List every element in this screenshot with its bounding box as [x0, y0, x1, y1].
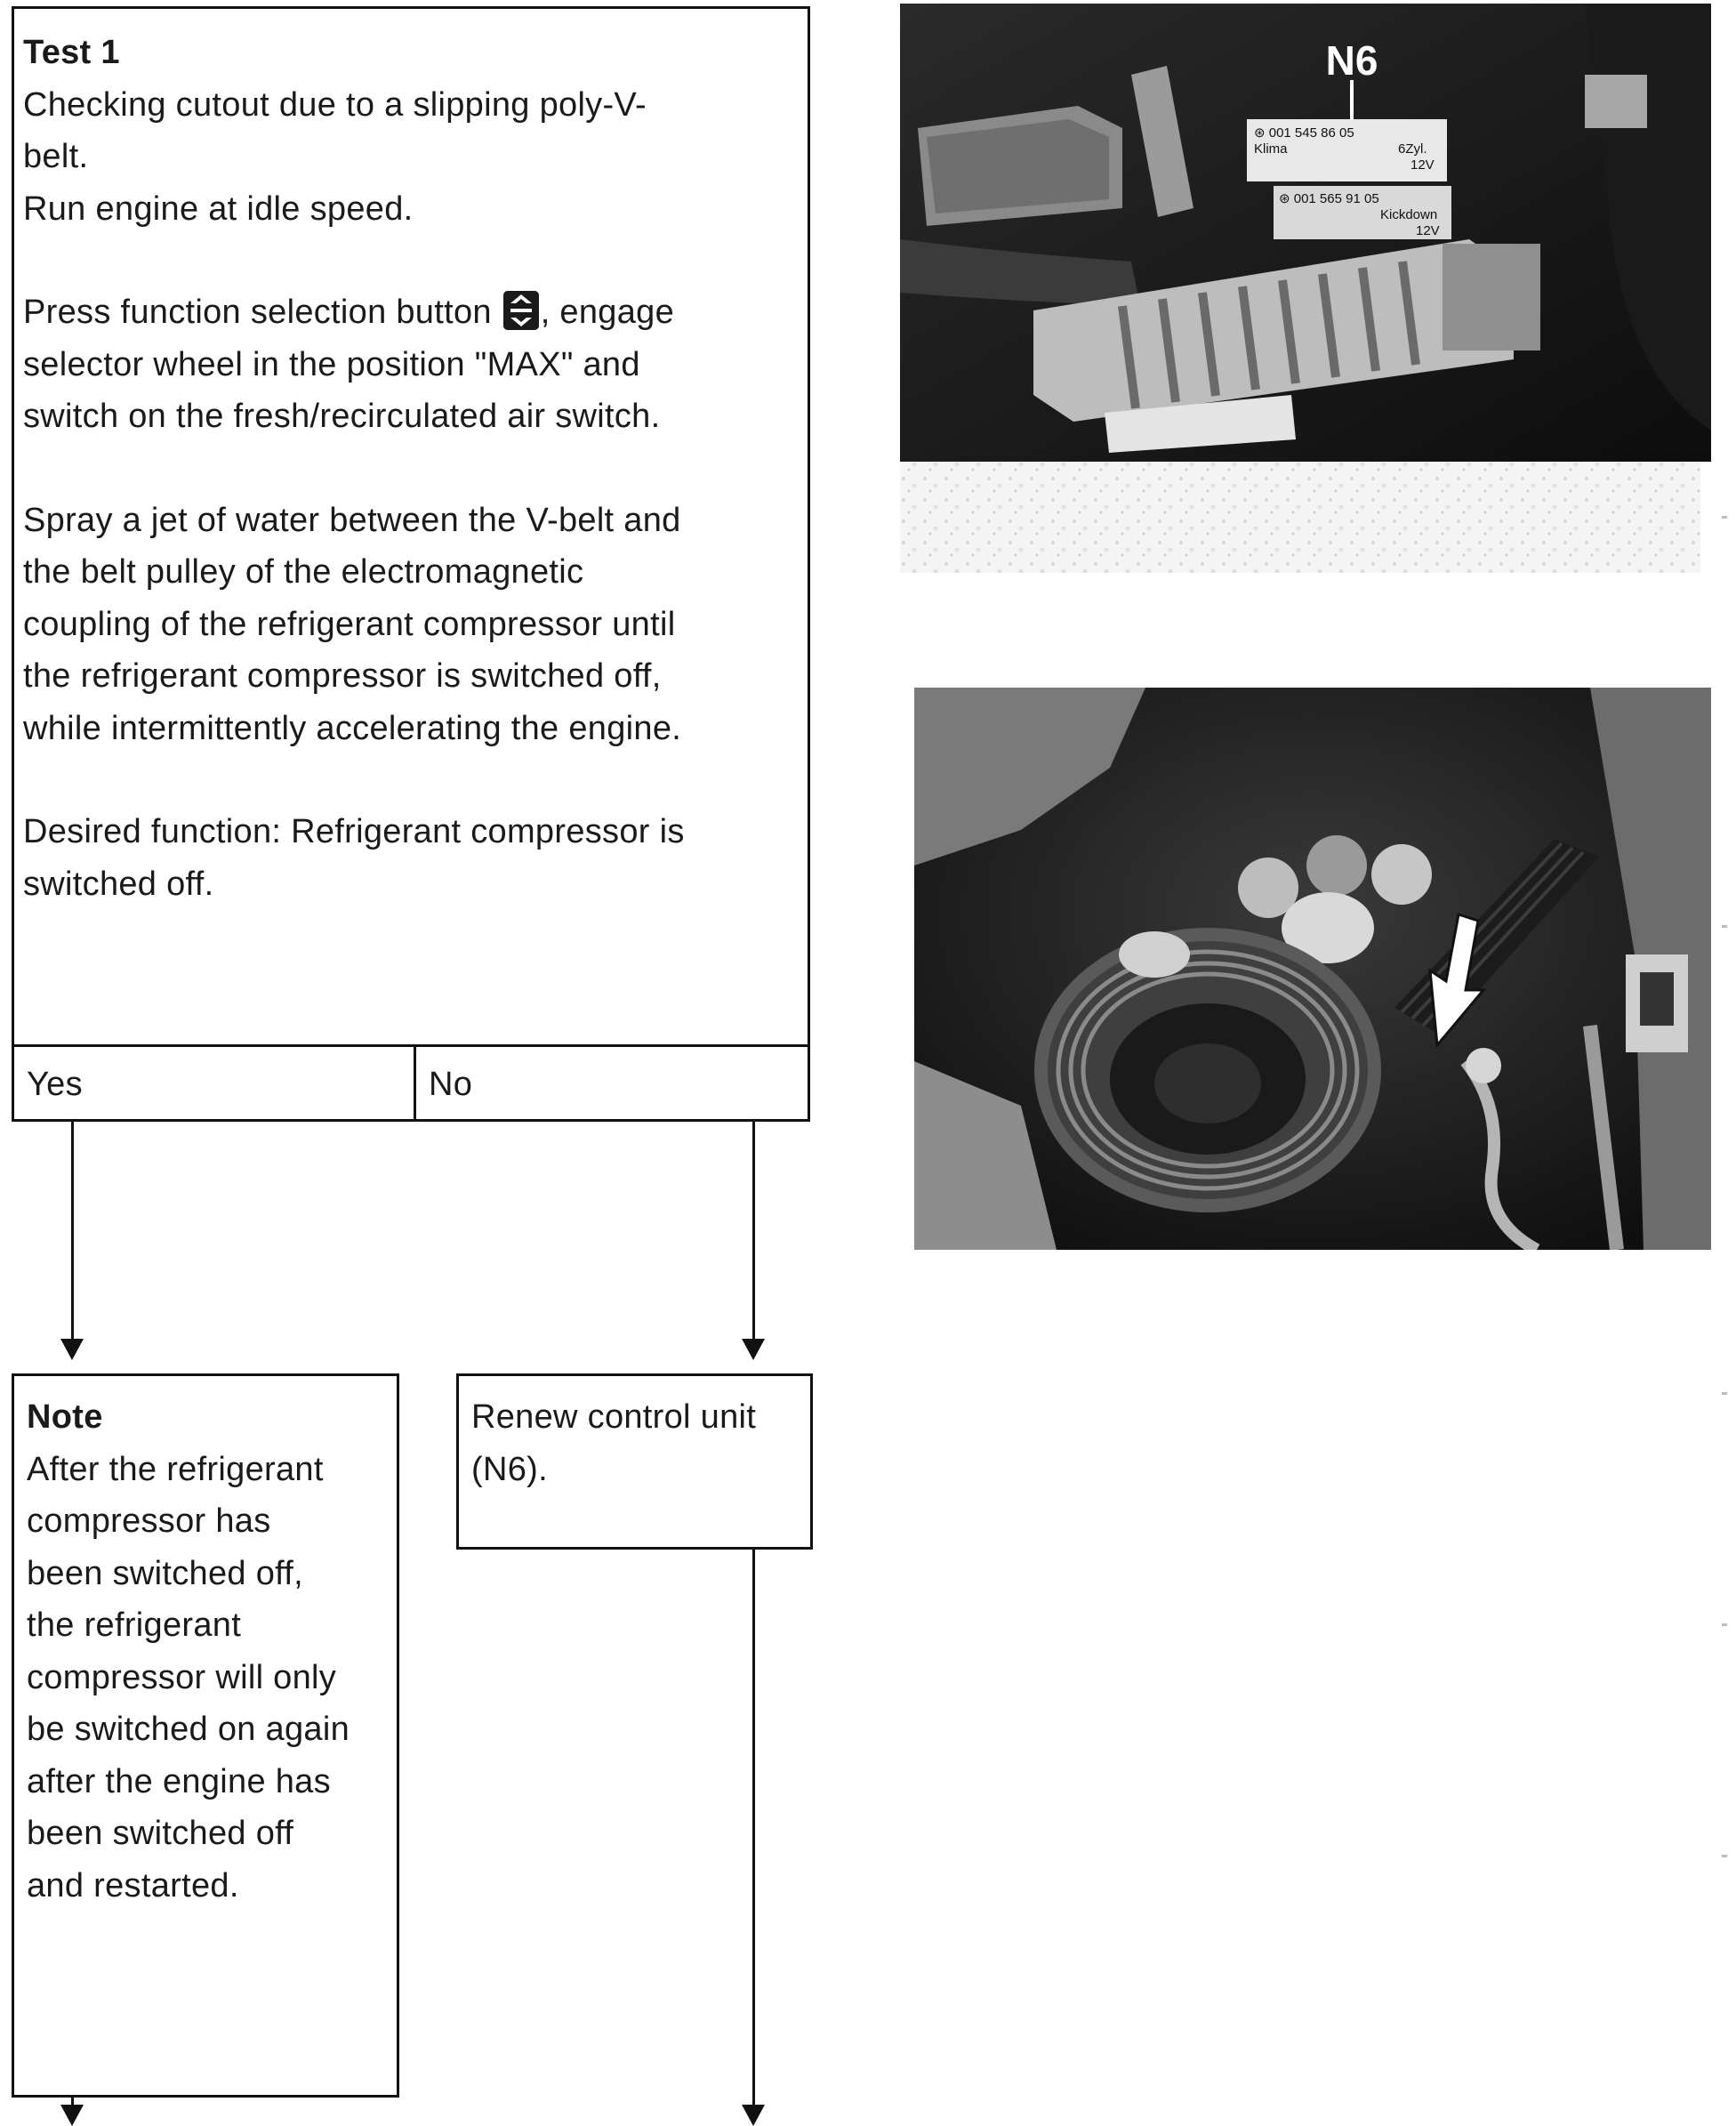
test-text-line: coupling of the refrigerant compressor until	[23, 605, 676, 643]
photo-control-unit-n6	[900, 4, 1711, 573]
label-kickdown: Kickdown	[1380, 207, 1438, 222]
note-line: been switched off	[27, 1815, 294, 1852]
label-part-number-2: ⊛ 001 565 91 05	[1279, 191, 1379, 206]
function-selection-button-icon	[503, 291, 539, 330]
flow-line-renew-exit	[752, 1550, 755, 2110]
renew-box-text	[471, 1391, 809, 1495]
flow-line-no	[752, 1122, 755, 1344]
test-text-line: Press function selection button , engage	[23, 286, 806, 339]
note-line: after the engine has	[27, 1762, 331, 1800]
answer-no-cell[interactable]	[414, 1044, 810, 1122]
test-text-line: the belt pulley of the electromagnetic	[23, 553, 584, 591]
flow-arrow-no	[742, 1339, 765, 1360]
margin-tick	[1722, 516, 1727, 519]
test-heading: Test 1	[23, 34, 120, 71]
photo-compressor-pulley	[914, 688, 1711, 1250]
note-line: and restarted.	[27, 1866, 239, 1905]
test-text-line: the refrigerant compressor is switched off,	[23, 657, 662, 695]
note-line: compressor will only	[27, 1658, 337, 1696]
test-text-line: Spray a jet of water between the V-belt and	[23, 501, 681, 539]
test-text-line: switch on the fresh/recirculated air switch.	[23, 398, 661, 435]
note-line: been switched off,	[27, 1554, 304, 1592]
renew-line: (N6).	[471, 1450, 548, 1488]
margin-tick	[1722, 1392, 1727, 1395]
test-text-line: selector wheel in the position "MAX" and	[23, 345, 640, 383]
flow-arrow-yes	[60, 1339, 84, 1360]
answer-yes-label: Yes	[27, 1066, 83, 1103]
label-12v-2: 12V	[1416, 223, 1440, 238]
note-line: the refrigerant	[27, 1607, 242, 1644]
flow-arrow-renew-exit	[742, 2105, 765, 2126]
renew-line: Renew control unit	[471, 1398, 757, 1436]
note-line: compressor has	[27, 1502, 271, 1540]
answer-no-label: No	[429, 1066, 473, 1103]
flow-line-yes	[71, 1122, 74, 1344]
label-klima: Klima	[1254, 141, 1288, 157]
test-text-line: Checking cutout due to a slipping poly-V-	[23, 85, 647, 124]
label-12v: 12V	[1410, 157, 1435, 173]
test-text-line: switched off.	[23, 865, 214, 903]
label-part-number: ⊛ 001 545 86 05	[1254, 125, 1354, 141]
test-text-line: Run engine at idle speed.	[23, 189, 414, 228]
test-text-line: belt.	[23, 138, 89, 175]
note-line: be switched on again	[27, 1711, 350, 1748]
note-line: After the refrigerant	[27, 1450, 324, 1488]
note-box-text	[27, 1391, 391, 1912]
flow-arrow-note-exit	[60, 2105, 84, 2126]
test-text-line: Desired function: Refrigerant compressor is	[23, 813, 685, 850]
margin-tick	[1722, 1855, 1727, 1857]
test-text-line: while intermittently accelerating the engine.	[23, 709, 682, 747]
test-box-text	[23, 27, 806, 910]
note-heading: Note	[27, 1398, 103, 1436]
photo-callout-n6: N6	[1325, 37, 1378, 84]
margin-tick	[1722, 925, 1727, 928]
margin-tick	[1722, 1623, 1727, 1626]
label-6zyl: 6Zyl.	[1398, 141, 1427, 157]
